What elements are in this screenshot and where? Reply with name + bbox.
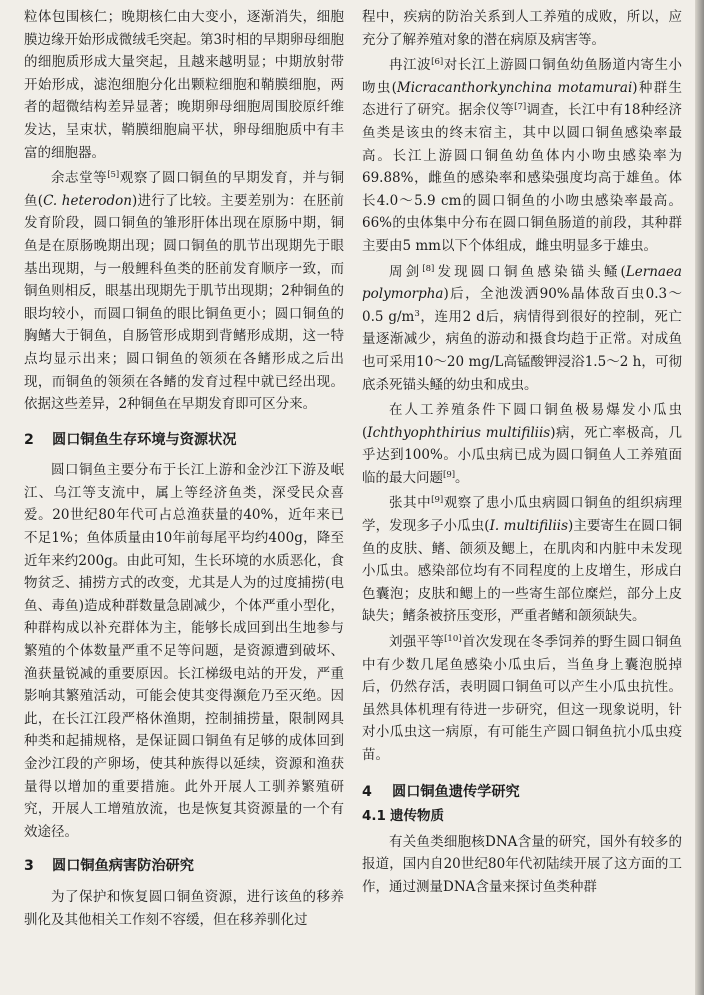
latin-name: Lernaea polymorpha	[362, 263, 682, 303]
latin-name: I. multifiliis	[489, 518, 569, 535]
section-heading-4: 4 圆口铜鱼遗传学研究	[362, 783, 520, 800]
unit-exponent: 3	[414, 308, 420, 319]
paragraph-dna-content: 有关鱼类细胞核DNA含量的研究，国外有较多的报道，国内自20世纪80年代初陆续开展了这方面的工作，通过测量DNA含量来探讨鱼类种群	[362, 833, 682, 895]
citation: [5]	[107, 170, 120, 181]
citation: [6]	[431, 57, 444, 68]
paragraph-histopathology: 张其中[9]观察了患小瓜虫病圆口铜鱼的组织病理学，发现多子小瓜虫(I. multifiliis)主要寄生在圆口铜鱼的皮肤、鳍、颌须及鳃上，在肌肉和内脏中未发现小瓜虫。感染部位均有不同程度的上皮增生，形成白色囊泡；皮肤和鳃上的一些寄生部位糜烂，部分上皮缺失；鳍条被挤压变形，严重者鳍和颌须缺失。	[362, 495, 683, 625]
subsection-heading-4-1: 4.1 遗传物质	[362, 808, 444, 825]
latin-name: C. heterodon	[43, 192, 132, 209]
left-column	[24, 0, 344, 931]
paragraph-early-development: 余志堂等[5]观察了圆口铜鱼的早期发育，并与铜鱼(C. heterodon)进行了比较。主要差别为：在胚前发育阶段，圆口铜鱼的雏形肝体出现在原肠中期，铜鱼是在原肠晚期出现；圆口铜鱼的肌节出现期先于眼基出现期，与一般鲤科鱼类的胚前发育顺序一致，而铜鱼则相反，眼基出现期先于肌节出现期；2种铜鱼的眼均较小，而圆口铜鱼的眼比铜鱼更小；圆口铜鱼的胸鳍大于铜鱼，自肠管形成期到背鳍形成期，这一特点均显示出来；圆口铜鱼的领须在各鳍形成之后出现，而铜鱼的领须在各鳍的发育过程中就已经出现。依据这些差异，2种铜鱼在早期发育即可区分来。	[24, 170, 345, 413]
citation: [7]	[514, 102, 527, 113]
paragraph-disease-continued: 程中，疾病的防治关系到人工养殖的成败，所以，应充分了解养殖对象的潜在病原及病害等。	[362, 9, 682, 48]
paragraph-lernaea: 周剑[8]发现圆口铜鱼感染锚头鳋(Lernaea polymorpha)后，全池泼洒90%晶体敌百虫0.3～0.5 $g/m^3$，连用2 d后，病情得到很好的控制，死亡量逐渐减少，病鱼的游动和摄食均趋于正常。对成鱼也可采用10～20 mg/L高锰酸钾浸浴1.5～2 h，可彻底杀死锚头鳋的幼虫和成虫。	[362, 263, 682, 393]
latin-name: Ichthyophthirius multifiliis	[367, 424, 551, 441]
paragraph-disease-intro: 为了保护和恢复圆口铜鱼资源，进行该鱼的移养驯化及其他相关工作刻不容缓，但在移养驯化过	[24, 888, 344, 928]
paragraph-oocyte-stages: 粒体包围核仁；晚期核仁由大变小，逐渐消失，细胞膜边缘开始形成微绒毛突起。第3时相的早期卵母细胞的细胞质形成大量突起，且越来越明显；中期放射带开始形成，滤泡细胞分化出颗粒细胞和鞘膜细胞，两者的超微结构差异显著；晚期卵母细胞周围胶原纤维发达，呈束状，鞘膜细胞扁平状，卵母细胞质中有丰富的细胞器。	[24, 9, 344, 161]
section-heading-3: 3 圆口铜鱼病害防治研究	[24, 858, 194, 875]
paragraph-habitat-resources: 圆口铜鱼主要分布于长江上游和金沙江下游及岷江、乌江等支流中，属上等经济鱼类，深受民众喜爱。20世纪80年代可占总渔获量的40%，近年来已不足1%；鱼体质量由10年前每尾平均约400g，降至近年来约200g。由此可知，生长环境的水质恶化，食物贫乏、捕捞方式的改变，尤其是人为的过度捕捞(电鱼、毒鱼)造成种群数量急剧减少，个体严重小型化，种群构成以补充群体为主，能够长成回到出生地参与繁殖的个体数量严重不足等问题，是资源遭到破坏、渔获量锐减的重要原因。长江梯级电站的开发，严重影响其繁殖活动，可能会使其变得濒危乃至灭绝。因此，在长江江段严格休渔期，控制捕捞量，限制网具种类和起捕规格，是保证圆口铜鱼有足够的成体回到金沙江段的产卵场，使其种族得以延续，资源和渔获量得以增加的重要措施。此外开展人工驯养繁殖研究，开展人工增殖放流，也是恢复其资源量的一个有效途径。	[24, 462, 344, 840]
section-heading-2: 2 圆口铜鱼生存环境与资源状况	[24, 431, 237, 448]
right-column	[362, 0, 682, 899]
citation: [9]	[443, 469, 456, 480]
paragraph-micracanthorkynchina: 冉江波[6]对长江上游圆口铜鱼幼鱼肠道内寄生小吻虫(Micracanthorkynchina motamurai)种群生态进行了研究。据余仪等[7]调查，长江中有18种经济鱼类是该虫的终末宿主，其中以圆口铜鱼感染率最高。长江上游圆口铜鱼幼鱼体内小吻虫感染率为69.88%，雌鱼的感染率和感染强度均高于雄鱼。体长4.0～5.9 cm的圆口铜鱼的小吻虫感染率最高。66%的虫体集中分布在圆口铜鱼肠道的前段，其种群主要由5 mm以下个体组成，雌虫明显多于雄虫。	[362, 57, 683, 254]
paragraph-resistance: 刘强平等[10]首次发现在冬季饲养的野生圆口铜鱼中有少数几尾鱼感染小瓜虫后，当鱼身上囊泡脱掉后，仍然存活，表明圆口铜鱼可以产生小瓜虫抗性。虽然具体机理有待进一步研究，但这一现象说明，针对小瓜虫这一病原，有可能生产圆口铜鱼抗小瓜虫疫苗。	[362, 634, 682, 763]
paragraph-ichthyophthirius: 在人工养殖条件下圆口铜鱼极易爆发小瓜虫(Ichthyophthirius multifiliis)病，死亡率极高，几乎达到100%。小瓜虫病已成为圆口铜鱼人工养殖面临的最大问题[9]。	[362, 402, 682, 486]
citation: [10]	[444, 634, 462, 645]
scan-shadow-edge	[695, 0, 704, 995]
citation: [9]	[431, 495, 444, 506]
citation: [8]	[422, 263, 435, 274]
latin-name: Micracanthorkynchina motamurai	[396, 79, 633, 96]
